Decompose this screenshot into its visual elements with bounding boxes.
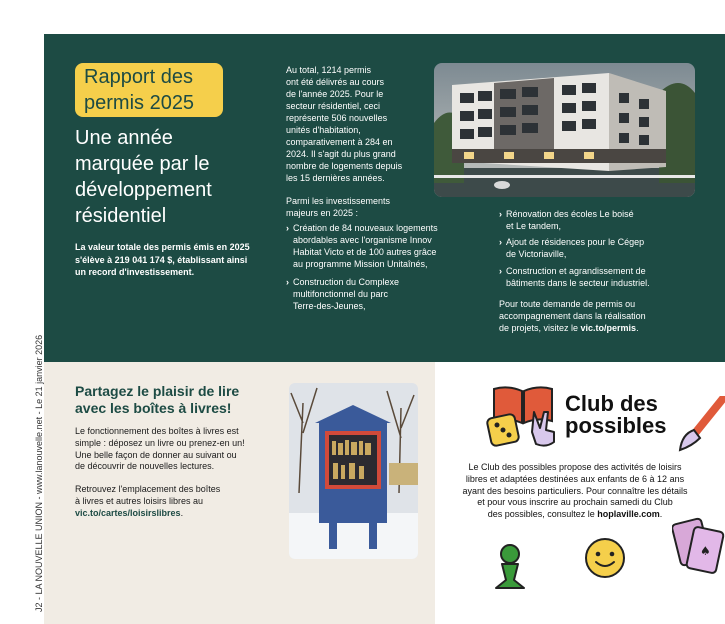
contact-line: Pour toute demande de permis ou — [499, 299, 636, 309]
investments-line: majeurs en 2025 : — [286, 208, 359, 218]
game-pawn-icon — [484, 542, 536, 599]
permits-intro — [286, 64, 426, 184]
books-line: à livres et autres loisirs libres au — [75, 495, 204, 506]
bullet-line: abordables avec l'organisme Innov — [293, 235, 432, 245]
club-link[interactable]: hoplaville.com — [597, 509, 660, 520]
permits-subtitle-line: développement — [75, 179, 212, 201]
side-credit: J2 - LA NOUVELLE UNION - www.lanouvelle.net - Le 21 janvier 2026 — [34, 334, 44, 612]
book-box-photo — [289, 383, 418, 559]
investment-bullet — [286, 222, 466, 270]
bullet-line: et Le tandem, — [506, 221, 562, 231]
contact-line: accompagnement dans la réalisation — [499, 311, 646, 321]
permits-contact — [499, 298, 699, 334]
bullet-line: › Construction et agrandissement de — [506, 266, 646, 276]
books-line: simple : déposez un livre ou prenez-en un! — [75, 437, 245, 448]
books-line: Le fonctionnement des boîtes à livres est — [75, 426, 239, 436]
playing-cards-icon — [672, 515, 725, 584]
bullet-line: bâtiments dans le secteur industriel. — [506, 278, 650, 288]
intro-line: nombre de logements depuis — [286, 161, 403, 171]
books-map-link[interactable]: vic.to/cartes/loisirslibres — [75, 507, 181, 518]
lead-line: La valeur totale des permis émis en 2025 — [75, 242, 250, 252]
badge-title-line1: Rapport des — [84, 66, 193, 88]
intro-line: comparativement à 284 en — [286, 137, 393, 147]
intro-line: unités d'habitation, — [286, 125, 361, 135]
club-title-line1: Club des — [565, 391, 658, 416]
permits-link[interactable]: vic.to/permis — [580, 323, 637, 333]
bullet-line: Habitat Victo et de 100 autres grâce — [293, 247, 437, 257]
contact-end: . — [636, 323, 639, 333]
bullet-line: › Rénovation des écoles Le boisé — [506, 209, 634, 219]
books-title-line1: Partagez le plaisir de lire — [75, 383, 240, 399]
books-link-end: . — [180, 507, 184, 518]
club-line: et pour vous inscrire au prochain samedi du Club — [477, 497, 673, 508]
books-line: Retrouvez l'emplacement des boîtes — [75, 484, 221, 494]
bullet-line: › Construction du Complexe — [293, 277, 400, 287]
badge-title-line2: permis 2025 — [84, 92, 195, 114]
club-line: ayant des besoins particuliers. Pour connaître les détails — [462, 485, 688, 496]
club-line: libres et adaptées destinées aux enfants de 6 à 12 ans — [465, 473, 685, 484]
books-paragraph — [75, 426, 275, 473]
club-text: des possibles, consultez le — [487, 509, 598, 520]
contact-text: de projets, visitez le — [499, 323, 581, 333]
permits-lead — [75, 241, 275, 279]
intro-line: représente 506 nouvelles — [286, 113, 388, 123]
club-line — [450, 509, 700, 521]
intro-line: 2024. Il s'agit du plus grand — [286, 149, 396, 159]
investment-bullet — [499, 236, 699, 260]
club-line: Le Club des possibles propose des activités de loisirs — [468, 462, 682, 472]
paintbrush-icon — [678, 396, 725, 457]
svg-text:♠: ♠ — [700, 544, 711, 558]
investment-bullet — [499, 208, 699, 232]
intro-line: les 15 dernières années. — [286, 173, 385, 183]
book-box-illustration — [289, 383, 418, 559]
investments-line: Parmi les investissements — [286, 196, 391, 206]
books-title-line2: avec les boîtes à livres! — [75, 400, 232, 416]
books-line — [75, 508, 275, 520]
intro-line: Au total, 1214 permis — [286, 65, 372, 75]
intro-line: ont été délivrés au cours — [286, 77, 385, 87]
investment-bullet — [499, 265, 699, 289]
building-illustration — [434, 63, 695, 197]
dice-icon — [486, 413, 520, 452]
books-paragraph — [75, 484, 275, 519]
intro-line: de l'année 2025. Pour le — [286, 89, 384, 99]
permits-subtitle-line: résidentiel — [75, 205, 167, 227]
smiley-icon — [584, 537, 626, 584]
intro-line: secteur résidentiel, ceci — [286, 101, 381, 111]
investment-bullet — [286, 276, 466, 312]
club-title-line2: possibles — [565, 413, 667, 438]
bullet-line: › Création de 84 nouveaux logements — [293, 223, 438, 233]
permits-subtitle-line: marquée par le — [75, 153, 210, 175]
lead-line: s'élève à 219 041 174 $, établissant ainsi — [75, 254, 248, 265]
lead-line: un record d'investissement. — [75, 267, 195, 277]
investments-heading — [286, 195, 466, 219]
bullet-line: multifonctionnel du parc — [293, 289, 389, 299]
books-line: de découvrir de nouvelles lectures. — [75, 461, 215, 472]
bullet-line: Terre-des-Jeunes, — [293, 301, 366, 311]
books-line: Une belle façon de donner au suivant ou — [75, 449, 237, 460]
bullet-line: de Victoriaville, — [506, 249, 567, 259]
club-paragraph — [450, 462, 700, 521]
bullet-line: au programme Mission Unitaînés, — [293, 259, 428, 269]
club-link-end: . — [659, 509, 663, 520]
building-photo — [434, 63, 695, 197]
contact-line — [499, 322, 699, 334]
permits-subtitle-line: Une année — [75, 127, 173, 149]
bullet-line: › Ajout de résidences pour le Cégep — [506, 237, 645, 247]
peace-hand-icon — [526, 408, 562, 453]
